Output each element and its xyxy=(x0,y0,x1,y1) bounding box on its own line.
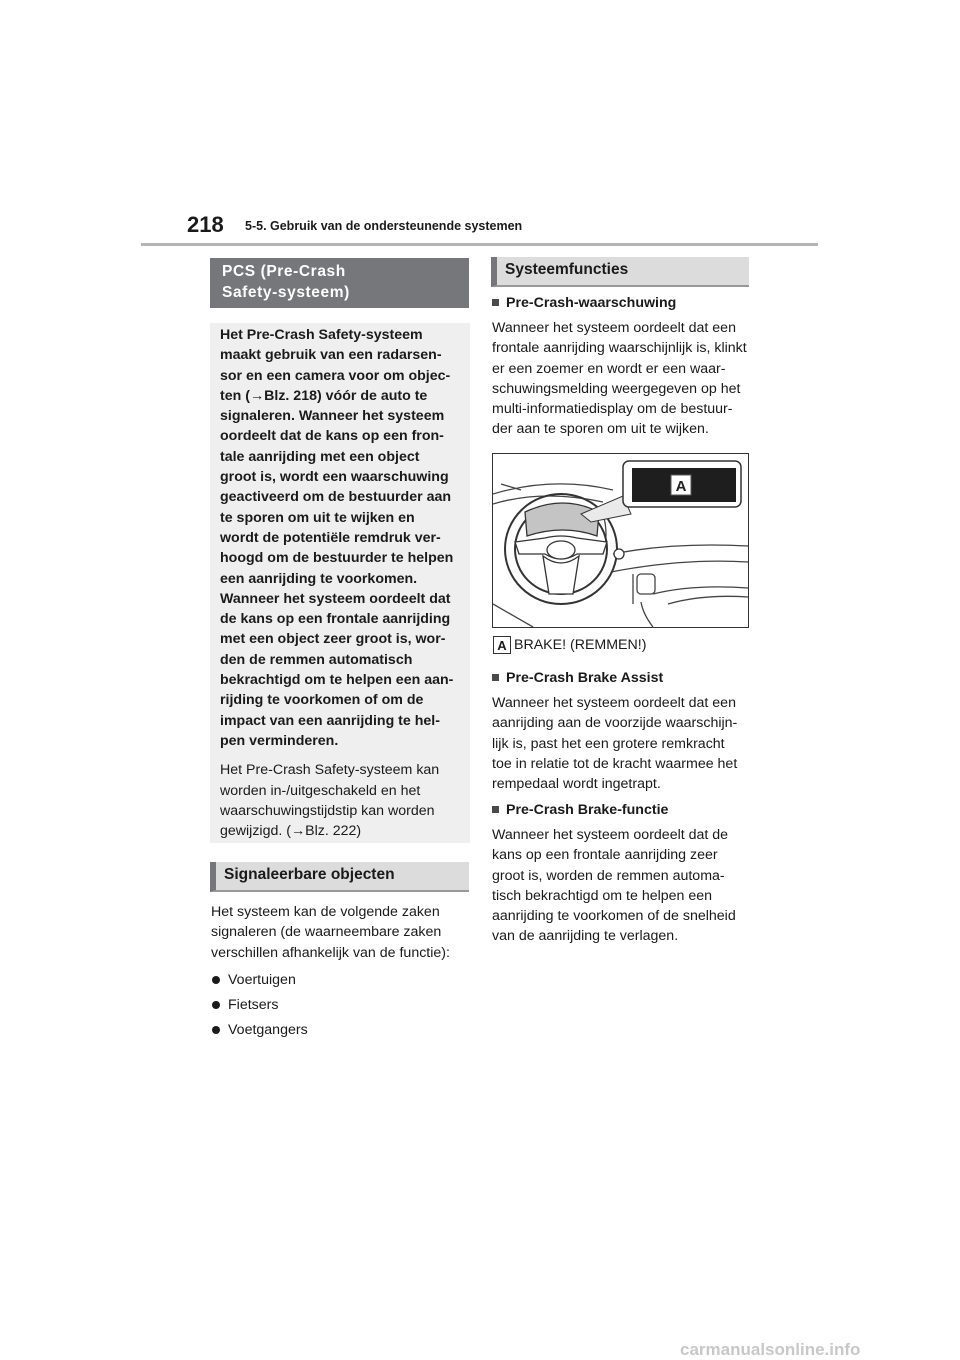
warning-line: Wanneer het systeem oordeelt dat een xyxy=(492,320,736,336)
footer-watermark: carmanualsonline.info xyxy=(680,1340,861,1359)
pcs-bold-line: te sporen om uit te wijken en xyxy=(220,509,415,526)
pcs-heading-line-1: PCS (Pre-Crash xyxy=(222,263,346,280)
list-item xyxy=(212,992,308,1017)
signal-object-list xyxy=(212,967,308,1043)
brake-assist-line: toe in relatie tot de kracht waarmee het xyxy=(492,755,738,772)
brake-assist-line: lijk is, past het een grotere remkracht xyxy=(492,735,725,752)
brake-function-text xyxy=(492,825,736,947)
brake-function-line: aanrijding te voorkomen of de snelheid xyxy=(492,908,736,925)
brake-function-heading xyxy=(492,801,668,819)
pcs-bold-line: bekrachtigd om te helpen een aan- xyxy=(220,672,454,689)
pcs-bold-line: pen verminderen. xyxy=(220,732,339,749)
brake-assist-heading-text: Pre-Crash Brake Assist xyxy=(506,670,664,686)
brake-function-line: tisch bekrachtigd om te helpen een xyxy=(492,887,713,904)
brake-function-line: groot is, worden de remmen automa- xyxy=(492,867,725,884)
pcs-bold-line: sor en een camera voor om objec- xyxy=(220,367,451,384)
signal-intro-line: verschillen afhankelijk van de functie): xyxy=(211,944,450,961)
callout-label-a: A xyxy=(493,636,511,654)
pcs-bold-line: hoogd om de bestuurder te helpen xyxy=(220,550,454,567)
brake-assist-text xyxy=(492,693,737,794)
list-item xyxy=(212,1018,308,1043)
pcs-bold-line: wordt de potentiële remdruk ver- xyxy=(220,529,441,546)
warning-line: frontale aanrijding waarschijnlijk is, klinkt xyxy=(492,340,747,357)
brake-function-heading-text: Pre-Crash Brake-functie xyxy=(506,802,669,818)
warning-line: schuwingsmelding weergegeven op het xyxy=(492,380,741,397)
illustration-label-a: A xyxy=(675,478,687,495)
pcs-bold-line: geactiveerd om de bestuurder aan xyxy=(220,489,452,506)
system-section-heading: Systeemfuncties xyxy=(491,257,749,287)
brake-assist-line: Wanneer het systeem oordeelt dat een xyxy=(492,695,736,711)
pcs-bold-line: impact van een aanrijding te hel- xyxy=(220,712,440,729)
header-rule xyxy=(141,243,818,246)
pcs-bold-line: den de remmen automatisch xyxy=(220,651,413,668)
list-item-label: Fietsers xyxy=(228,996,279,1013)
warning-line: multi-informatiedisplay om de bestuur- xyxy=(492,401,733,418)
pcs-bold-line: Wanneer het systeem oordeelt dat xyxy=(220,590,451,607)
brake-function-line: van de aanrijding te verlagen. xyxy=(492,928,679,945)
chapter-title: 5-5. Gebruik van de ondersteunende systemen xyxy=(245,219,523,233)
pcs-bold-line: groot is, wordt een waarschuwing xyxy=(220,469,449,486)
pcs-bold-line: rijding te voorkomen of om de xyxy=(220,692,424,709)
brake-function-line: kans op een frontale aanrijding zeer xyxy=(492,847,718,864)
dashboard-illustration xyxy=(492,453,749,628)
list-item-label: Voertuigen xyxy=(228,971,296,988)
pcs-bold-line: oordeelt dat de kans op een fron- xyxy=(220,428,444,445)
warning-heading-text: Pre-Crash-waarschuwing xyxy=(506,295,677,311)
list-item xyxy=(212,967,308,992)
pcs-note-line: waarschuwingstijdstip kan worden xyxy=(220,802,435,819)
pcs-note-line: Het Pre-Crash Safety-systeem kan xyxy=(220,762,440,779)
signal-intro-line: Het systeem kan de volgende zaken xyxy=(211,904,440,920)
pcs-bold-line: met een object zeer groot is, wor- xyxy=(220,631,446,648)
warning-text xyxy=(492,318,747,440)
pcs-intro-panel xyxy=(210,323,470,843)
pcs-heading-line-2: Safety-systeem) xyxy=(222,284,350,301)
bullet-icon xyxy=(212,1001,220,1009)
pcs-bold-line: ten (→Blz. 218) vóór de auto te xyxy=(220,387,428,404)
warning-heading xyxy=(492,294,676,312)
pcs-note-line: worden in-/uitgeschakeld en het xyxy=(220,782,421,799)
pcs-bold-line: maakt gebruik van een radarsen- xyxy=(220,347,442,364)
brake-function-line: Wanneer het systeem oordeelt dat de xyxy=(492,827,729,843)
list-item-label: Voetgangers xyxy=(228,1022,308,1039)
square-bullet-icon xyxy=(492,299,499,306)
square-bullet-icon xyxy=(492,806,499,813)
signal-intro xyxy=(211,902,450,963)
warning-line: der aan te sporen om uit te wijken. xyxy=(492,421,709,438)
warning-line: er een zoemer en wordt er een waar- xyxy=(492,360,726,377)
pcs-bold-line: de kans op een frontale aanrijding xyxy=(220,611,451,628)
page-number: 218 xyxy=(187,212,224,237)
bullet-icon xyxy=(212,976,220,984)
callout-text: BRAKE! (REMMEN!) xyxy=(514,637,647,653)
bullet-icon xyxy=(212,1026,220,1034)
square-bullet-icon xyxy=(492,674,499,681)
brake-assist-heading xyxy=(492,669,663,687)
pcs-bold-line: Het Pre-Crash Safety-systeem xyxy=(220,327,423,343)
pcs-bold-line: signaleren. Wanneer het systeem xyxy=(220,408,445,425)
dashboard-drawing xyxy=(493,454,748,627)
pcs-section-heading xyxy=(210,258,469,308)
pcs-intro-note xyxy=(220,760,460,841)
pcs-intro-bold xyxy=(220,325,460,751)
brake-assist-line: rempedaal wordt ingetrapt. xyxy=(492,776,661,793)
pcs-note-line: gewijzigd. (→Blz. 222) xyxy=(220,823,362,840)
signal-section-heading: Signaleerbare objecten xyxy=(210,862,469,892)
brake-assist-line: aanrijding aan de voorzijde waarschijn- xyxy=(492,715,738,732)
pcs-bold-line: tale aanrijding met een object xyxy=(220,448,420,465)
signal-intro-line: signaleren (de waarneembare zaken xyxy=(211,924,442,941)
pcs-bold-line: een aanrijding te voorkomen. xyxy=(220,570,418,587)
